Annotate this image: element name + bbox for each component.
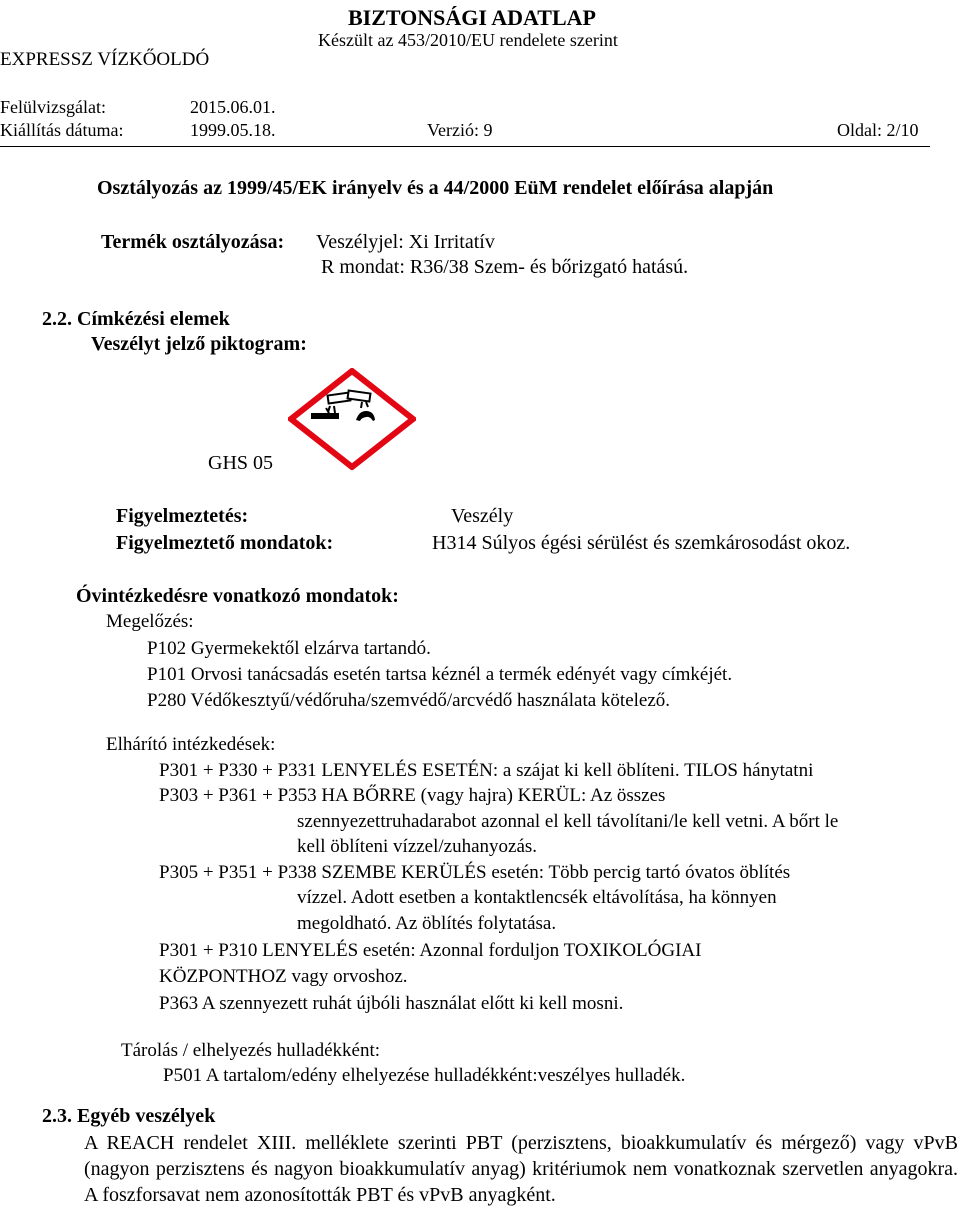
pictogram-code: GHS 05	[208, 452, 274, 474]
hazard-statements-label: Figyelmeztető mondatok:	[116, 532, 334, 554]
response-statement-continued: KÖZPONTHOZ vagy orvoshoz.	[159, 966, 408, 987]
response-statement: P363 A szennyezett ruhát újbóli használat előtt ki kell mosni.	[159, 993, 624, 1014]
response-statement-continued: szennyezettruhadarabot azonnal el kell távolítani/le kell vetni. A bőrt le	[297, 811, 839, 832]
storage-label: Tárolás / elhelyezés hulladékként:	[121, 1040, 381, 1061]
other-hazards-heading: 2.3. Egyéb veszélyek	[42, 1105, 216, 1127]
response-statement-continued: kell öblíteni vízzel/zuhanyozás.	[297, 836, 538, 857]
signal-word: Veszély	[451, 505, 514, 527]
labelling-heading: 2.2. Címkézési elemek	[42, 308, 230, 330]
document-subtitle: Készült az 453/2010/EU rendelete szerint	[318, 30, 618, 50]
prevention-statement: P280 Védőkesztyű/védőruha/szemvédő/arcvédő használata kötelező.	[147, 690, 671, 711]
response-statement: P303 + P361 + P353 HA BŐRRE (vagy hajra) KERÜL: Az összes	[159, 785, 666, 806]
signal-word-label: Figyelmeztetés:	[116, 505, 249, 527]
document-title: BIZTONSÁGI ADATLAP	[348, 5, 596, 30]
page-number: Oldal: 2/10	[837, 120, 919, 140]
response-statement-continued: vízzel. Adott esetben a kontaktlencsék eltávolítása, ha könnyen	[297, 887, 777, 908]
precaution-heading: Óvintézkedésre vonatkozó mondatok:	[76, 585, 399, 607]
prevention-statement: P101 Orvosi tanácsadás esetén tartsa kéznél a termék edényét vagy címkéjét.	[147, 664, 733, 685]
version: Verzió: 9	[427, 120, 493, 140]
product-name: EXPRESSZ VÍZKŐOLDÓ	[0, 49, 210, 70]
r-phrase-line: R mondat: R36/38 Szem- és bőrizgató hatású.	[321, 256, 689, 278]
response-statement: P301 + P310 LENYELÉS esetén: Azonnal forduljon TOXIKOLÓGIAI	[159, 940, 702, 961]
pictogram-label: Veszélyt jelző piktogram:	[91, 333, 307, 355]
hazard-statement: H314 Súlyos égési sérülést és szemkárosodást okoz.	[432, 532, 851, 554]
ghs05-corrosion-icon	[288, 368, 416, 470]
classification-heading: Osztályozás az 1999/45/EK irányelv és a 44/2000 EüM rendelet előírása alapján	[97, 177, 774, 199]
review-date: 2015.06.01.	[190, 97, 276, 117]
issue-label: Kiállítás dátuma:	[0, 120, 124, 140]
header-divider	[0, 146, 930, 147]
prevention-statement: P102 Gyermekektől elzárva tartandó.	[147, 638, 431, 659]
response-label: Elhárító intézkedések:	[106, 734, 276, 755]
hazard-symbol-line: Veszélyjel: Xi Irritatív	[316, 231, 495, 253]
response-statement: P305 + P351 + P338 SZEMBE KERÜLÉS esetén: Több percig tartó óvatos öblítés	[159, 862, 791, 883]
response-statement-continued: megoldható. Az öblítés folytatása.	[297, 913, 557, 934]
review-label: Felülvizsgálat:	[0, 97, 106, 117]
response-statement: P301 + P330 + P331 LENYELÉS ESETÉN: a szájat ki kell öblíteni. TILOS hánytatni	[159, 760, 814, 781]
product-classification-label: Termék osztályozása:	[101, 231, 285, 253]
prevention-label: Megelőzés:	[106, 611, 194, 632]
issue-date: 1999.05.18.	[190, 120, 276, 140]
disposal-statement: P501 A tartalom/edény elhelyezése hulladékként:veszélyes hulladék.	[163, 1065, 686, 1086]
other-hazards-text: A REACH rendelet XIII. melléklete szerinti PBT (perzisztens, bioakkumulatív és mérgező) vagy vPvB (nagyon perzisztens és nagyon bioakkumulatív anyag) kritériumok nem vonatkoznak szervetlen anyagokra. A foszforsavat nem azonosították PBT és vPvB anyagként.	[84, 1132, 958, 1206]
